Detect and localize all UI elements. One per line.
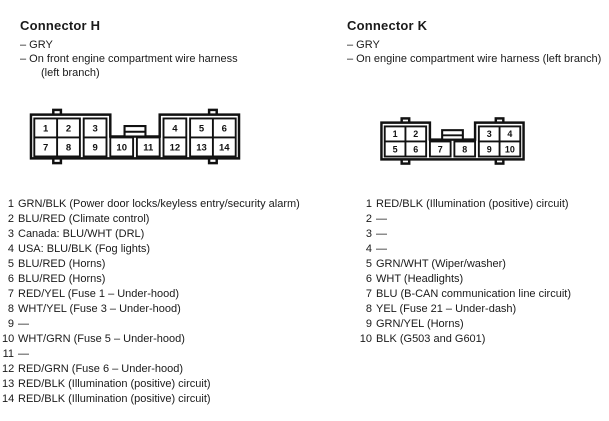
pin-number: 4 (507, 129, 513, 140)
pin-list-description: WHT (Headlights) (376, 273, 464, 285)
pin-list-description: RED/GRN (Fuse 6 – Under-hood) (18, 363, 184, 375)
pin-number: 3 (92, 123, 98, 135)
pin-list-number: 14 (2, 393, 15, 405)
pin-list-number: 1 (7, 198, 14, 210)
pin-list-description: USA: BLU/BLK (Fog lights) (18, 243, 151, 255)
pin-list-row (2, 272, 302, 287)
pin-list-row (2, 257, 302, 272)
pin-list-number: 9 (365, 318, 372, 330)
pin-list-description: GRN/BLK (Power door locks/keyless entry/security alarm) (18, 198, 300, 210)
pin-number: 13 (196, 142, 207, 154)
pin-number: 10 (116, 142, 127, 154)
pin-number: 1 (43, 123, 49, 135)
connector-h-location-cont: (left branch) (41, 67, 100, 79)
pin-list-number: 1 (365, 198, 372, 210)
pin-list-description: YEL (Fuse 21 – Under-dash) (376, 303, 517, 315)
pin-list-number: 4 (365, 243, 372, 255)
pin-list-row (352, 242, 607, 257)
pin-number: 10 (504, 144, 515, 155)
connector-h-location: – On front engine compartment wire harness (20, 53, 238, 65)
pin-list-description: GRN/YEL (Horns) (376, 318, 464, 330)
pin-list-row (2, 362, 302, 377)
pin-list-description: RED/BLK (Illumination (positive) circuit) (18, 393, 211, 405)
pin-list-row (2, 392, 302, 407)
pin-list-description: BLU/RED (Horns) (18, 273, 106, 285)
pin-number: 1 (392, 129, 398, 140)
pin-list-description: BLU/RED (Horns) (18, 258, 106, 270)
connector-h-pin-list (2, 197, 302, 407)
connector-k-location: – On engine compartment wire harness (left branch) (347, 53, 602, 65)
pin-list-number: 6 (365, 273, 372, 285)
pin-list-row (2, 242, 302, 257)
pin-list-description: WHT/YEL (Fuse 3 – Under-hood) (18, 303, 181, 315)
connector-k-title: Connector K (347, 18, 428, 33)
pin-list-description: WHT/GRN (Fuse 5 – Under-hood) (18, 333, 185, 345)
pin-list-description: BLK (G503 and G601) (376, 333, 486, 345)
pin-list-number: 5 (7, 258, 14, 270)
connector-k-color: – GRY (347, 39, 380, 51)
pin-list-number: 12 (2, 363, 15, 375)
pin-list-number: 8 (7, 303, 14, 315)
pin-list-row (352, 212, 607, 227)
pin-number: 7 (437, 144, 443, 155)
pin-number: 2 (65, 123, 72, 135)
pin-list-number: 9 (7, 318, 14, 330)
pin-list-row (2, 227, 302, 242)
connector-h-diagram (29, 108, 241, 165)
pin-list-row (352, 287, 607, 302)
pin-list-number: 7 (365, 288, 372, 300)
pin-number: 6 (221, 123, 227, 135)
connector-k-diagram (380, 117, 525, 165)
pin-number: 9 (486, 144, 492, 155)
pin-number: 6 (413, 144, 419, 155)
pin-list-description: — (376, 213, 387, 225)
pin-list-row (2, 377, 302, 392)
pin-number: 5 (392, 144, 398, 155)
pin-list-row (352, 317, 607, 332)
pin-number: 14 (219, 142, 230, 154)
pin-list-row (352, 272, 607, 287)
pin-list-description: BLU/RED (Climate control) (18, 213, 150, 225)
pin-list-number: 10 (2, 333, 15, 345)
pin-number: 9 (92, 142, 98, 154)
pin-list-number: 5 (365, 258, 372, 270)
pin-list-description: BLU (B-CAN communication line circuit) (376, 288, 571, 300)
pin-number: 4 (172, 123, 178, 135)
connector-k-pin-list (352, 197, 607, 347)
pin-list-row (352, 332, 607, 347)
pin-list-number: 4 (7, 243, 14, 255)
pin-number: 8 (462, 144, 468, 155)
connector-k-info (347, 38, 601, 66)
pin-list-number: 13 (2, 378, 15, 390)
pin-list-row (352, 257, 607, 272)
pin-list-row (2, 302, 302, 317)
connector-h-title: Connector H (20, 18, 101, 33)
pin-list-description: — (376, 243, 387, 255)
pin-list-row (2, 347, 302, 362)
pin-list-row (2, 197, 302, 212)
connector-h-info (20, 38, 238, 80)
pin-list-description: RED/BLK (Illumination (positive) circuit) (376, 198, 569, 210)
pin-number: 3 (486, 129, 492, 140)
pin-list-number: 2 (7, 213, 14, 225)
pin-list-row (352, 227, 607, 242)
pin-list-number: 2 (365, 213, 372, 225)
pin-list-row (352, 302, 607, 317)
pin-number: 8 (65, 142, 72, 154)
pin-number: 7 (43, 142, 49, 154)
pin-list-description: — (18, 318, 29, 330)
pin-list-number: 6 (7, 273, 14, 285)
pin-list-row (352, 197, 607, 212)
pin-list-description: GRN/WHT (Wiper/washer) (376, 258, 506, 270)
pin-list-row (2, 287, 302, 302)
connector-h-color: – GRY (20, 39, 53, 51)
pin-list-description: RED/BLK (Illumination (positive) circuit) (18, 378, 211, 390)
pin-number: 12 (169, 142, 181, 154)
pin-list-description: — (18, 348, 29, 360)
pin-list-row (2, 317, 302, 332)
pin-list-row (2, 212, 302, 227)
pin-number: 2 (413, 129, 419, 140)
pin-list-description: — (376, 228, 387, 240)
pin-list-description: RED/YEL (Fuse 1 – Under-hood) (18, 288, 179, 300)
pin-number: 11 (143, 142, 154, 154)
pin-list-number: 3 (7, 228, 14, 240)
pin-list-number: 11 (2, 348, 14, 360)
pin-number: 5 (198, 123, 205, 135)
pin-list-number: 7 (7, 288, 14, 300)
pin-list-number: 3 (365, 228, 372, 240)
pin-list-number: 10 (359, 333, 372, 345)
pin-list-number: 8 (365, 303, 372, 315)
pin-list-row (2, 332, 302, 347)
pin-list-description: Canada: BLU/WHT (DRL) (18, 228, 145, 240)
